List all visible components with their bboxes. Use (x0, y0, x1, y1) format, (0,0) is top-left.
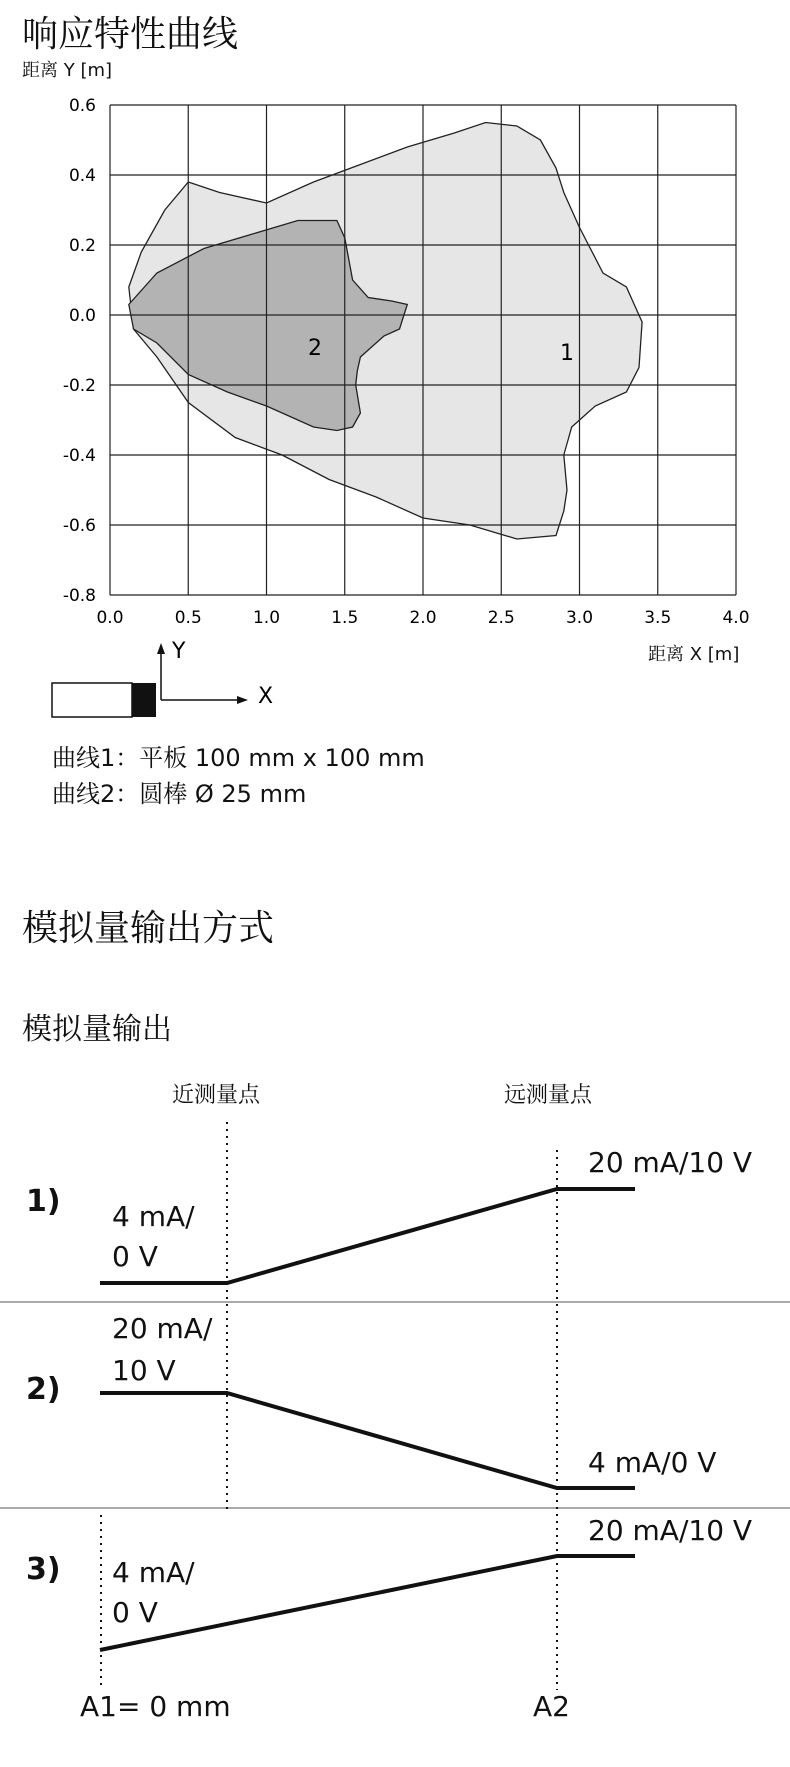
a1-label: A1= 0 mm (80, 1690, 231, 1723)
y-tick-label: 0.0 (68, 306, 96, 326)
case3-low-label-b: 0 V (112, 1596, 158, 1629)
case1-low-label-a: 4 mA/ (112, 1200, 195, 1233)
output-curve-2 (100, 1393, 635, 1488)
curve-label-2: 2 (308, 336, 322, 361)
case-number-2: 2) (26, 1372, 61, 1407)
far-point-label: 远测量点 (504, 1083, 593, 1108)
y-tick-label: 0.4 (68, 166, 96, 186)
curve-label-1: 1 (560, 341, 574, 366)
x-tick-label: 2.0 (409, 608, 437, 628)
case1-high-label: 20 mA/10 V (588, 1146, 753, 1179)
case2-high-label-a: 20 mA/ (112, 1312, 213, 1345)
case3-low-label-a: 4 mA/ (112, 1556, 195, 1589)
y-tick-label: -0.4 (62, 446, 96, 466)
sensor-diagram (52, 639, 273, 717)
x-tick-label: 2.5 (487, 608, 515, 628)
arrow-right-icon (237, 696, 248, 704)
sensor-head (132, 683, 156, 717)
y-tick-label: 0.2 (68, 236, 96, 256)
y-tick-label: 0.6 (68, 96, 96, 116)
case2-high-label-b: 10 V (112, 1354, 176, 1387)
case3-high-label: 20 mA/10 V (588, 1514, 753, 1547)
sensor-body (52, 683, 132, 717)
case-number-1: 1) (26, 1184, 61, 1219)
case-number-3: 3) (26, 1552, 61, 1587)
section-title: 模拟量输出方式 (22, 908, 275, 949)
page-title: 响应特性曲线 (22, 14, 239, 55)
sensor-axis-y-label: Y (172, 639, 186, 664)
x-tick-label: 3.0 (565, 608, 594, 628)
y-tick-label: -0.2 (62, 376, 96, 396)
legend-item-2: 曲线2：圆棒 Ø 25 mm (52, 780, 307, 808)
near-point-label: 近测量点 (172, 1083, 261, 1108)
x-tick-label: 0.5 (174, 608, 202, 628)
y-tick-label: -0.6 (62, 516, 96, 536)
legend-item-1: 曲线1：平板 100 mm x 100 mm (52, 744, 425, 772)
x-tick-label: 1.0 (252, 608, 281, 628)
arrow-up-icon (157, 643, 165, 654)
x-tick-label: 3.5 (644, 608, 672, 628)
sensor-axis-x-label: X (258, 684, 274, 709)
y-tick-label: -0.8 (62, 586, 96, 606)
y-axis-label: 距离 Y [m] (22, 60, 113, 81)
x-tick-label: 4.0 (722, 608, 750, 628)
case1-low-label-b: 0 V (112, 1240, 158, 1273)
x-tick-label: 0.0 (96, 608, 124, 628)
section-subtitle: 模拟量输出 (22, 1012, 172, 1047)
x-axis-label: 距离 X [m] (648, 644, 740, 665)
legend (52, 740, 425, 812)
x-tick-label: 1.5 (331, 608, 359, 628)
a2-label: A2 (533, 1690, 570, 1723)
case2-low-label: 4 mA/0 V (588, 1446, 717, 1479)
